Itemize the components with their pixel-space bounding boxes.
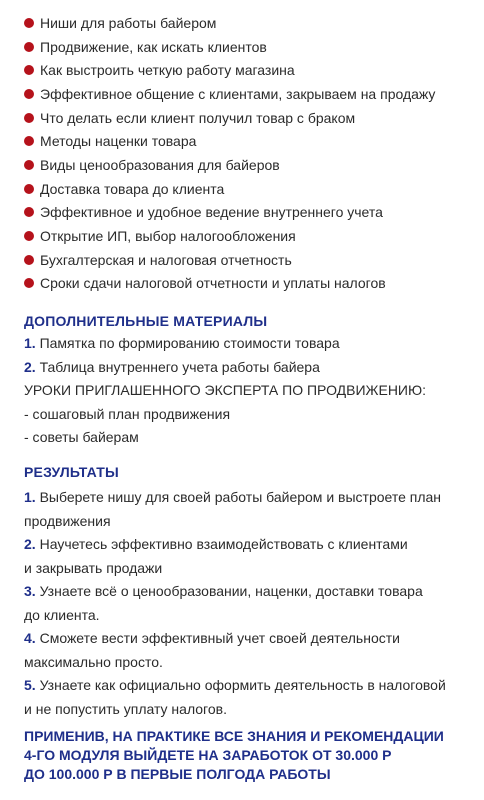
expert-heading: УРОКИ ПРИГЛАШЕННОГО ЭКСПЕРТА ПО ПРОДВИЖЕНИЮ:: [24, 382, 427, 398]
list-item: Эффективное и удобное ведение внутреннего учета: [24, 201, 435, 225]
bullet-dot-icon: [24, 231, 34, 241]
bullet-dot-icon: [24, 278, 34, 288]
list-item: - сошаговый план продвижения: [24, 405, 231, 422]
list-item: Эффективное общение с клиентами, закрываем на продажу: [24, 82, 435, 106]
list-item: 3. Узнаете всё о ценообразовании, наценки, доставки товара: [24, 583, 423, 599]
list-item: Доставка товара до клиента: [24, 177, 435, 201]
list-item: Виды ценообразования для байеров: [24, 153, 435, 177]
list-item: 2. Научетесь эффективно взаимодействовать с клиентами: [24, 536, 408, 552]
list-item-continuation: до клиента.: [24, 606, 100, 623]
list-item: 5. Узнаете как официально оформить деятельность в налоговой: [24, 677, 446, 693]
list-item: Что делать если клиент получил товар с браком: [24, 106, 435, 130]
bullet-dot-icon: [24, 65, 34, 75]
bullet-dot-icon: [24, 113, 34, 123]
results-section: [24, 486, 464, 721]
bullet-dot-icon: [24, 89, 34, 99]
list-item: Продвижение, как искать клиентов: [24, 35, 435, 59]
list-item-continuation: продвижения: [24, 512, 111, 529]
list-item: 2. Таблица внутреннего учета работы байера: [24, 358, 320, 375]
list-item: Сроки сдачи налоговой отчетности и уплаты налогов: [24, 272, 435, 296]
topic-list: [24, 11, 435, 295]
list-item: Бухгалтерская и налоговая отчетность: [24, 248, 435, 272]
materials-heading: ДОПОЛНИТЕЛЬНЫЕ МАТЕРИАЛЫ: [24, 313, 268, 329]
bullet-dot-icon: [24, 42, 34, 52]
list-item: 1. Выберете нишу для своей работы байером и выстроете план: [24, 489, 442, 505]
list-item: 1. Памятка по формированию стоимости товара: [24, 335, 340, 351]
list-item: - советы байерам: [24, 429, 139, 445]
list-item: Открытие ИП, выбор налогообложения: [24, 224, 435, 248]
bullet-dot-icon: [24, 136, 34, 146]
materials-section: [24, 332, 464, 450]
list-item-continuation: и не попустить уплату налогов.: [24, 700, 227, 717]
bullet-dot-icon: [24, 255, 34, 265]
list-item-continuation: максимально просто.: [24, 653, 163, 670]
list-item: Методы наценки товара: [24, 129, 435, 153]
bullet-dot-icon: [24, 18, 34, 28]
conclusion-text: ПРИМЕНИВ, НА ПРАКТИКЕ ВСЕ ЗНАНИЯ И РЕКОМЕНДАЦИИ 4-ГО МОДУЛЯ ВЫЙДЕТЕ НА ЗАРАБОТОК ОТ 30.000 Р ДО 100.000 Р В ПЕРВЫЕ ПОЛГОДА РАБОТЫ: [24, 728, 444, 782]
list-item: Ниши для работы байером: [24, 11, 435, 35]
list-item: Как выстроить четкую работу магазина: [24, 58, 435, 82]
results-heading: РЕЗУЛЬТАТЫ: [24, 464, 119, 480]
list-item: 4. Сможете вести эффективный учет своей деятельности: [24, 630, 400, 646]
list-item-continuation: и закрывать продажи: [24, 559, 163, 576]
bullet-dot-icon: [24, 184, 34, 194]
bullet-dot-icon: [24, 160, 34, 170]
bullet-dot-icon: [24, 207, 34, 217]
